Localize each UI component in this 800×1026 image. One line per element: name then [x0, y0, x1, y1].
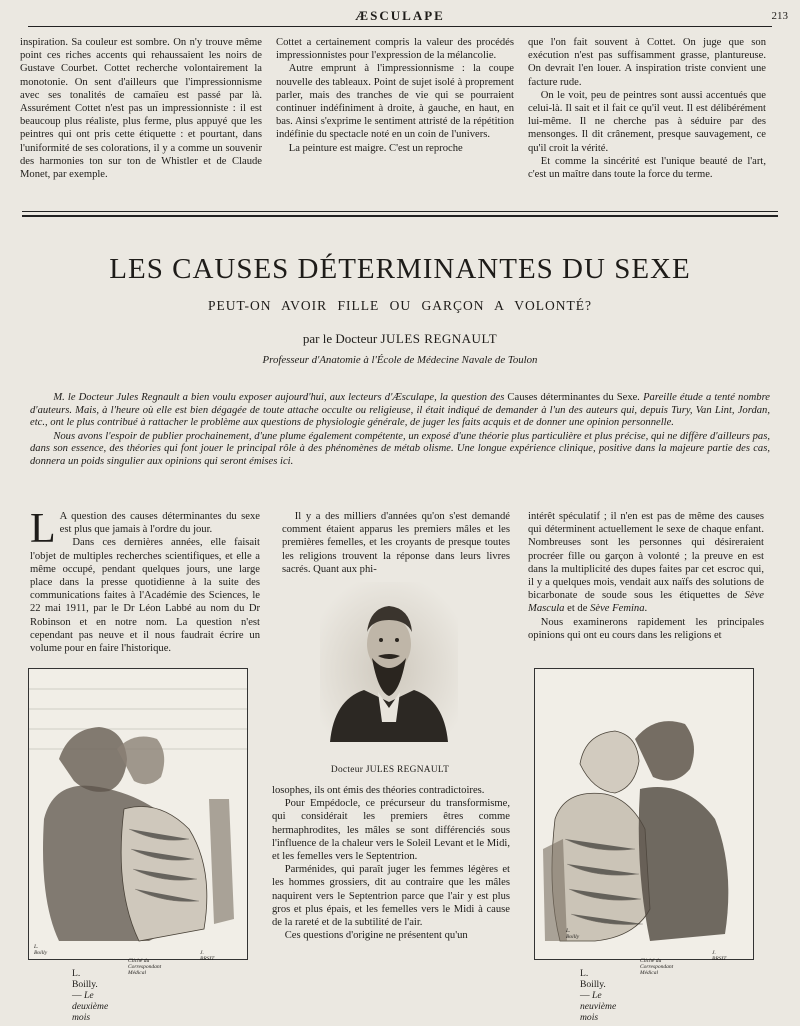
conjunction: et de	[567, 603, 588, 615]
paragraph: Autre emprunt à l'impressionnisme : la coupe nouvelle des tableaux. Point de sujet isolé à proprement parler, mais des tranches de vie qui se pourraient continuer indéfiniment à droite, à gauche, en haut, en bas. Ainsi s'exprime le sentiment attristé de la répétition indéfinie du spectacle noté en un coin de l'univers.	[276, 63, 514, 141]
figure-caption	[72, 968, 108, 1023]
engraving-signature: L. Boilly	[566, 928, 580, 940]
caption-artist: L. Boilly. —	[72, 968, 98, 1001]
body-column-2	[282, 510, 510, 576]
paragraph: Cottet a certainement compris la valeur des procédés impressionnistes pour l'expression de la mélancolie.	[276, 37, 514, 62]
body-column-1	[30, 506, 260, 655]
paragraph: La peinture est maigre. C'est un reproche	[288, 142, 463, 154]
paragraph	[30, 506, 260, 552]
paragraph: que l'on fait souvent à Cottet. On juge que son exécution n'est pas suffisamment grasse, plantureuse. On devrait l'en louer. A inspiration triste convient une facture rude.	[528, 37, 766, 88]
paragraph: inspiration. Sa couleur est sombre. On n'y trouve même point ces riches accents qui rehaussaient les noirs de Gustave Courbet. Cottet recherche volontairement la monotonie. On sent d'ailleurs que l'impressionnisme avec ses tonalités de camaïeu est passé par là. Assurément Cottet n'est pas un impressionniste : il est beaucoup plus réaliste, plus ferme, plus appuyé que les peintres qui ont pris cette étiquette : et pourtant, dans l'uniformité de ses colorations, il y a comme un souvenir des harmonies ton sur ton de Whistler et de Claude Monet, par exemple.	[20, 37, 262, 181]
separator-rule	[22, 211, 778, 212]
engraver-mark: J. BRSIT	[712, 950, 727, 962]
article-subtitle: PEUT-ON AVOIR FILLE OU GARÇON A VOLONTÉ?	[207, 298, 592, 313]
portrait-illustration	[320, 582, 458, 742]
editorial-intro	[30, 392, 770, 470]
portrait-caption: Docteur JULES REGNAULT	[330, 765, 450, 775]
product-name: Sève Femina	[590, 603, 645, 615]
paragraph: Et comme la sincérité est l'unique beauté de l'art, c'est un maître dans toute la force du terme.	[528, 155, 766, 181]
intro-text: M. le Docteur Jules Regnault a bien voulu exposer aujourd'hui, aux lecteurs d'Æsculape, la question des	[53, 392, 505, 403]
paragraph: Dans ces dernières années, elle faisait l'objet de multiples recherches scientifiques, et elle a même occupé, pendant quelques jours, une large place dans la presse quotidienne à la suite des communications faites à l'Académie des Sciences, le 22 mai 1911, par le Dr Léon Labbé au nom du Dr Robinson et en notre nom. La question n'est cependant pas neuve et il nous faudrait écrire un volume pour en faire l'historique.	[30, 537, 260, 655]
paragraph: Ces questions d'origine ne présentent qu'un	[284, 930, 468, 942]
prev-article-column-1	[20, 36, 262, 181]
byline-prefix: par le Docteur	[302, 331, 378, 346]
byline	[0, 331, 800, 347]
figure-caption	[580, 968, 616, 1023]
article-title: LES CAUSES DÉTERMINANTES DU SEXE	[109, 253, 691, 285]
paragraph: Pour Empédocle, ce précurseur du transformisme, qui considérait les premiers êtres comme hermaphrodites, les mâles se sont différenciés sous l'influence de la chaleur vers le Soleil Levant et le Midi, et les femelles vers le Septentrion.	[272, 798, 510, 863]
caption-artist: L. Boilly. —	[580, 968, 606, 1001]
paragraph: Il y a des milliers d'années qu'on s'est demandé comment étaient apparus les premiers mâles et les premières femelles, et les croyants de presque toutes les religions trouvent la réponse dans leurs livres sacrés. Quant aux phi-	[282, 511, 510, 575]
author-portrait	[320, 582, 458, 742]
photo-credit: Cliché du Correspondant Médical	[128, 958, 162, 976]
paragraph-text: A question des causes déterminantes du sexe est plus que jamais à l'ordre du jour.	[59, 511, 260, 536]
engraving-signature: L. Boilly	[34, 944, 48, 956]
caption-title: Le neuvième mois	[580, 990, 617, 1023]
engraving-couple-illustration	[29, 669, 247, 959]
engraving-frame	[28, 668, 248, 960]
photo-credit: Cliché du Correspondant Médical	[640, 958, 674, 976]
intro-paragraph: Nous avons l'espoir de publier prochainement, d'une plume également compétente, un exposé d'une théorie plus particulière et plus précise, qui ne diffère d'ailleurs pas, dans son essence, des théories qui font jouer le principal rôle à des phénomènes de métab olisme. Une longue expérience clinique, positive dans la majeure partie des cas, donnera un poids singulier aux opinions qui seront émises ici.	[30, 430, 770, 467]
paragraph: Nous examinerons rapidement les principales opinions qui ont eu cours dans les religions et	[528, 616, 764, 641]
engraving-couple-illustration	[535, 669, 753, 959]
paragraph: losophes, ils ont émis des théories contradictoires.	[272, 785, 485, 796]
engraver-mark: J. BRSIT	[200, 950, 215, 962]
author-name: JULES REGNAULT	[380, 331, 498, 346]
page-number: 213	[771, 10, 788, 22]
engraving-frame	[534, 668, 754, 960]
prev-article-column-3	[528, 36, 766, 181]
intro-topic: Causes déterminantes du Sexe	[507, 392, 638, 403]
author-affiliation: Professeur d'Anatomie à l'École de Médecine Navale de Toulon	[262, 354, 538, 366]
body-column-2-lower	[272, 784, 510, 942]
prev-article-column-2	[276, 36, 514, 155]
drop-cap: L	[30, 506, 56, 552]
paragraph-text: intérêt spéculatif ; il n'en est pas de même des causes qui déterminent actuellement le sexe de chaque enfant. Nombreuses sont les personnes qui désireraient procréer fille ou garçon à volonté ; la preuve en est dans la multiplicité des dupes faites par cet escroc qui, il y a quelques mois, vendait aux naïfs des solutions de bicarbonate de soude sous les étiquettes de	[528, 511, 764, 602]
intro-text: . Pareille étude a tenté nombre d'auteurs. Mais, à l'heure où elle est bien dégagée de toute attache occulte ou religieuse, il était indiqué de demander à l'un des auteurs qui, depuis Tury, Van Lint, Jordan, etc., ont le plus contribué à rattacher le problème aux questions de physiologie générale, de juger les faits acquis et de donner une opinion personnelle.	[30, 392, 771, 429]
paragraph: On le voit, peu de peintres sont aussi accentués que celui-là. Il sait et il fait ce qu'il veut. Il est délibérément lui-même. Il ne cherche pas à séduire par des mensonges. Il dit crânement, presque sauvagement, ce qu'il croit la vérité.	[528, 89, 766, 154]
paragraph: Parménides, qui paraît juger les femmes légères et les hommes grossiers, dit au contraire que les mâles naquirent vers le Septentrion parce que l'air y est plus gros et plus épais, et les femelles vers le Midi à cause de la rareté et de la subtilité de l'air.	[272, 864, 510, 929]
running-head: ÆSCULAPE	[355, 8, 445, 23]
caption-title: Le deuxième mois	[72, 990, 109, 1023]
body-column-3	[528, 510, 764, 642]
intro-paragraph	[30, 392, 770, 430]
paragraph: intérêt spéculatif ; il n'en est pas de même des causes qui déterminent actuellement le sexe de chaque enfant. Nombreuses sont les personnes qui désireraient procréer fille ou garçon à volonté ; la preuve en est dans la multiplicité des dupes faites par cet escroc qui, il y a quelques mois, vendait aux naïfs des solutions de bicarbonate de soude sous les étiquettes de Sève Mascula et de Sève Femina.	[528, 511, 764, 615]
separator-rule-thick	[22, 215, 778, 217]
product-name: Sève Mascula	[528, 590, 764, 615]
header-rule	[28, 26, 772, 27]
